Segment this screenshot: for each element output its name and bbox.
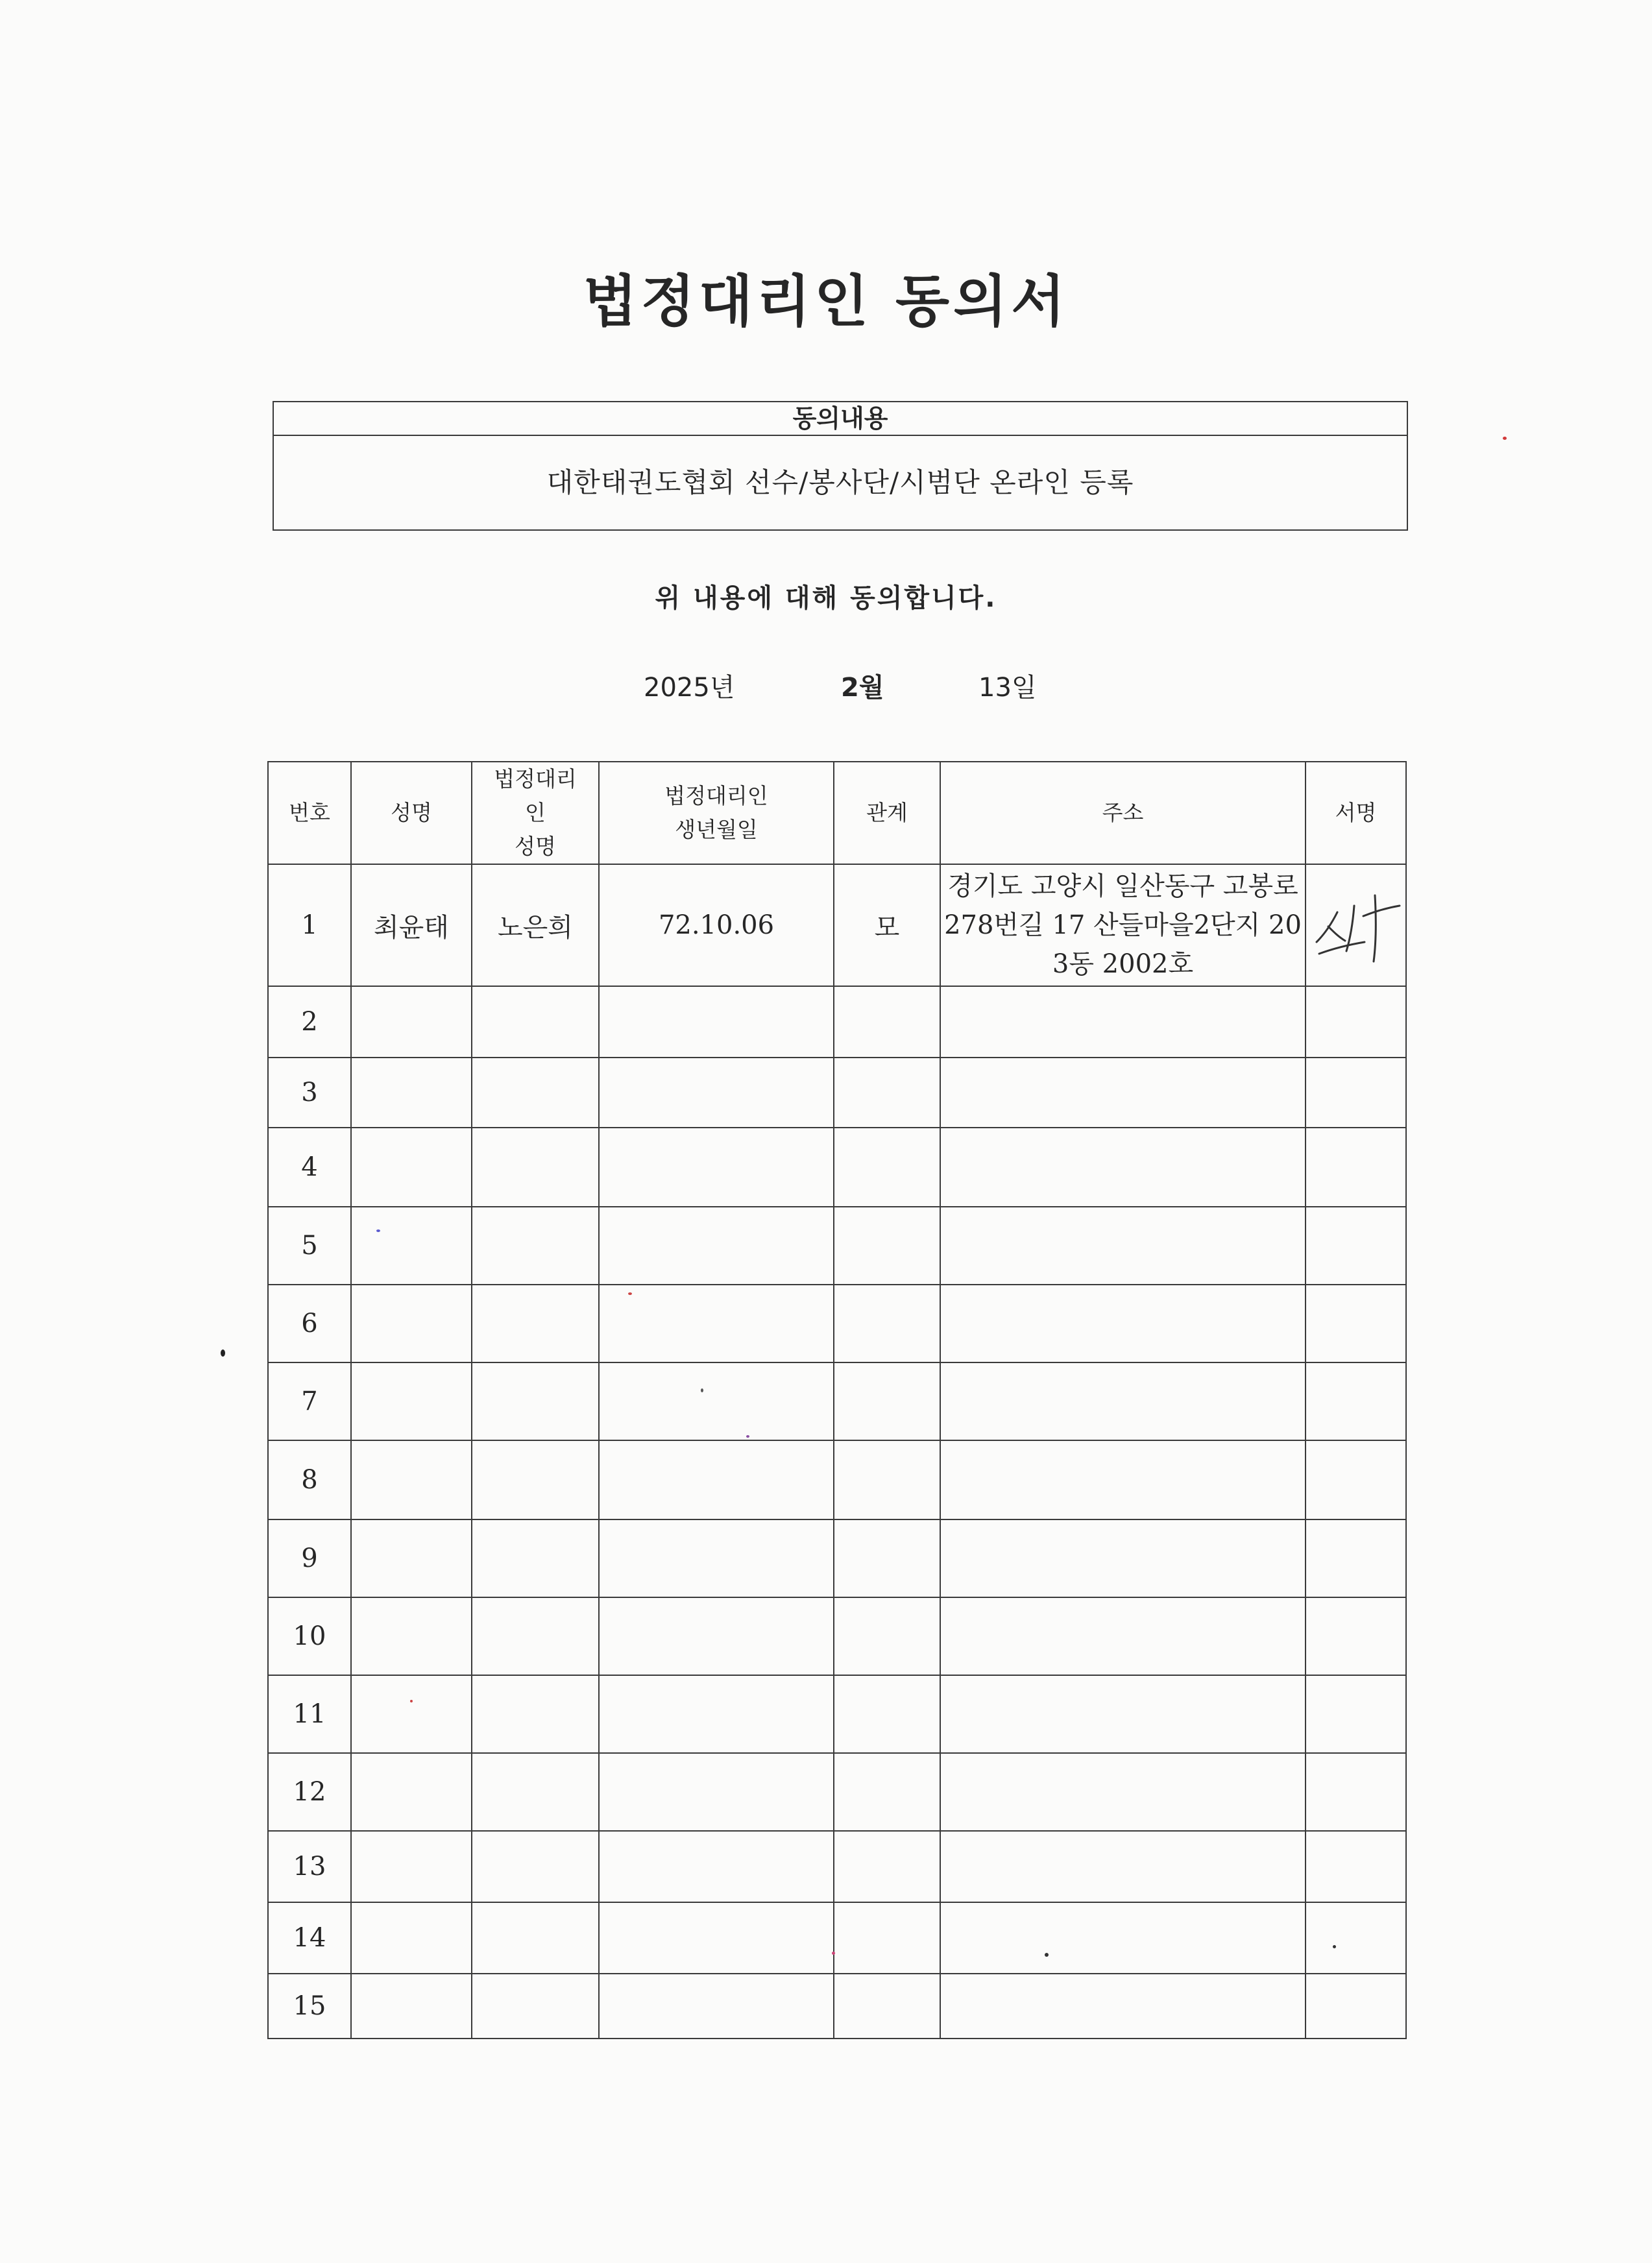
cell-no: 2 — [268, 986, 351, 1058]
cell-name — [351, 1831, 472, 1902]
header-address: 주소 — [940, 762, 1306, 864]
cell-relation — [834, 1902, 940, 1974]
cell-address — [940, 1974, 1306, 2039]
cell-signature — [1306, 1902, 1406, 1974]
table-row — [268, 1831, 1406, 1902]
cell-name: 최윤태 — [351, 864, 472, 986]
scan-speck — [221, 1349, 225, 1357]
cell-relation — [834, 1519, 940, 1597]
cell-no: 13 — [268, 1831, 351, 1902]
cell-guardian-birth — [599, 1597, 834, 1675]
cell-name — [351, 1285, 472, 1362]
cell-no: 5 — [268, 1207, 351, 1285]
cell-address — [940, 1207, 1306, 1285]
guardian-table — [267, 761, 1407, 2039]
cell-guardian-name — [472, 1902, 599, 1974]
cell-relation — [834, 1440, 940, 1519]
header-relation: 관계 — [834, 762, 940, 864]
cell-guardian-name — [472, 1207, 599, 1285]
date-year: 2025년 — [644, 673, 735, 703]
cell-guardian-birth — [599, 1902, 834, 1974]
cell-guardian-name — [472, 1128, 599, 1207]
cell-guardian-name — [472, 1597, 599, 1675]
header-no: 번호 — [268, 762, 351, 864]
table-row — [268, 1519, 1406, 1597]
cell-relation — [834, 1128, 940, 1207]
cell-name — [351, 1207, 472, 1285]
cell-signature — [1306, 864, 1406, 986]
consent-content-box — [273, 401, 1408, 531]
scan-speck — [1333, 1945, 1336, 1948]
table-row — [268, 1753, 1406, 1831]
table-row — [268, 1597, 1406, 1675]
cell-name — [351, 1753, 472, 1831]
scan-speck — [832, 1952, 835, 1955]
table-row — [268, 1902, 1406, 1974]
scan-speck — [1503, 437, 1507, 440]
cell-signature — [1306, 1128, 1406, 1207]
header-guardian-name: 법정대리 인 성명 — [472, 762, 599, 864]
cell-address — [940, 1597, 1306, 1675]
cell-address — [940, 1362, 1306, 1440]
date-month: 2월 — [841, 673, 884, 703]
cell-no: 11 — [268, 1675, 351, 1753]
cell-signature — [1306, 1753, 1406, 1831]
cell-guardian-birth — [599, 1831, 834, 1902]
cell-address — [940, 1285, 1306, 1362]
date-day: 13일 — [978, 673, 1037, 703]
scan-speck — [628, 1292, 632, 1295]
cell-guardian-name — [472, 1519, 599, 1597]
cell-signature — [1306, 986, 1406, 1058]
handwritten-signature — [1307, 886, 1405, 964]
cell-no: 14 — [268, 1902, 351, 1974]
cell-guardian-birth — [599, 986, 834, 1058]
cell-address — [940, 1675, 1306, 1753]
cell-address — [940, 1128, 1306, 1207]
cell-name — [351, 1597, 472, 1675]
cell-relation — [834, 1058, 940, 1128]
cell-guardian-name — [472, 1440, 599, 1519]
cell-guardian-name — [472, 1974, 599, 2039]
scan-speck — [746, 1435, 749, 1438]
table-row — [268, 1440, 1406, 1519]
cell-guardian-name — [472, 1831, 599, 1902]
cell-address — [940, 1058, 1306, 1128]
cell-no: 3 — [268, 1058, 351, 1128]
cell-no: 7 — [268, 1362, 351, 1440]
table-header-row — [268, 762, 1406, 864]
cell-guardian-name — [472, 1058, 599, 1128]
cell-relation — [834, 1753, 940, 1831]
table-row — [268, 1128, 1406, 1207]
cell-no: 8 — [268, 1440, 351, 1519]
cell-signature — [1306, 1207, 1406, 1285]
cell-relation — [834, 1207, 940, 1285]
cell-name — [351, 1974, 472, 2039]
cell-no: 12 — [268, 1753, 351, 1831]
cell-address — [940, 1519, 1306, 1597]
cell-guardian-birth — [599, 1207, 834, 1285]
consent-box-heading: 동의내용 — [274, 402, 1407, 436]
table-row — [268, 1974, 1406, 2039]
table-row — [268, 1285, 1406, 1362]
cell-guardian-birth — [599, 1675, 834, 1753]
cell-no: 9 — [268, 1519, 351, 1597]
cell-signature — [1306, 1519, 1406, 1597]
cell-guardian-birth — [599, 1753, 834, 1831]
cell-relation — [834, 1285, 940, 1362]
agreement-statement: 위 내용에 대해 동의합니다. — [655, 583, 997, 613]
cell-address — [940, 1902, 1306, 1974]
cell-guardian-name — [472, 1753, 599, 1831]
cell-address: 경기도 고양시 일산동구 고봉로278번길 17 산들마을2단지 203동 2002호 — [940, 864, 1306, 986]
cell-address — [940, 1831, 1306, 1902]
header-guardian-birth: 법정대리인 생년월일 — [599, 762, 834, 864]
cell-name — [351, 1362, 472, 1440]
cell-address — [940, 1753, 1306, 1831]
cell-name — [351, 1128, 472, 1207]
header-name: 성명 — [351, 762, 472, 864]
cell-guardian-birth — [599, 1285, 834, 1362]
cell-guardian-birth — [599, 1128, 834, 1207]
cell-signature — [1306, 1675, 1406, 1753]
cell-no: 1 — [268, 864, 351, 986]
cell-address — [940, 986, 1306, 1058]
table-row — [268, 1207, 1406, 1285]
cell-signature — [1306, 1440, 1406, 1519]
cell-relation — [834, 1362, 940, 1440]
table-row — [268, 1362, 1406, 1440]
cell-guardian-name — [472, 1285, 599, 1362]
cell-guardian-birth: 72.10.06 — [599, 864, 834, 986]
cell-no: 10 — [268, 1597, 351, 1675]
cell-relation — [834, 1675, 940, 1753]
cell-signature — [1306, 1058, 1406, 1128]
cell-name — [351, 1519, 472, 1597]
table-row — [268, 1058, 1406, 1128]
cell-no: 6 — [268, 1285, 351, 1362]
cell-relation — [834, 1974, 940, 2039]
cell-guardian-birth — [599, 1058, 834, 1128]
header-signature: 서명 — [1306, 762, 1406, 864]
cell-relation — [834, 1831, 940, 1902]
cell-guardian-birth — [599, 1440, 834, 1519]
cell-guardian-name — [472, 1362, 599, 1440]
cell-name — [351, 1058, 472, 1128]
cell-guardian-name — [472, 1675, 599, 1753]
cell-guardian-birth — [599, 1519, 834, 1597]
cell-guardian-name — [472, 986, 599, 1058]
cell-guardian-birth — [599, 1974, 834, 2039]
scan-speck — [701, 1388, 703, 1392]
cell-relation: 모 — [834, 864, 940, 986]
cell-relation — [834, 986, 940, 1058]
cell-no: 4 — [268, 1128, 351, 1207]
cell-guardian-birth — [599, 1362, 834, 1440]
table-row — [268, 1675, 1406, 1753]
document-title: 법정대리인 동의서 — [583, 269, 1069, 334]
cell-no: 15 — [268, 1974, 351, 2039]
table-row — [268, 864, 1406, 986]
cell-relation — [834, 1597, 940, 1675]
cell-signature — [1306, 1285, 1406, 1362]
cell-name — [351, 986, 472, 1058]
cell-address — [940, 1440, 1306, 1519]
cell-signature — [1306, 1597, 1406, 1675]
scan-speck — [410, 1700, 413, 1702]
cell-name — [351, 1902, 472, 1974]
scan-speck — [376, 1229, 380, 1232]
cell-signature — [1306, 1362, 1406, 1440]
table-row — [268, 986, 1406, 1058]
cell-name — [351, 1675, 472, 1753]
scan-speck — [1045, 1953, 1049, 1957]
cell-signature — [1306, 1974, 1406, 2039]
cell-name — [351, 1440, 472, 1519]
cell-signature — [1306, 1831, 1406, 1902]
cell-guardian-name: 노은희 — [472, 864, 599, 986]
consent-box-content: 대한태권도협회 선수/봉사단/시범단 온라인 등록 — [546, 466, 1134, 498]
